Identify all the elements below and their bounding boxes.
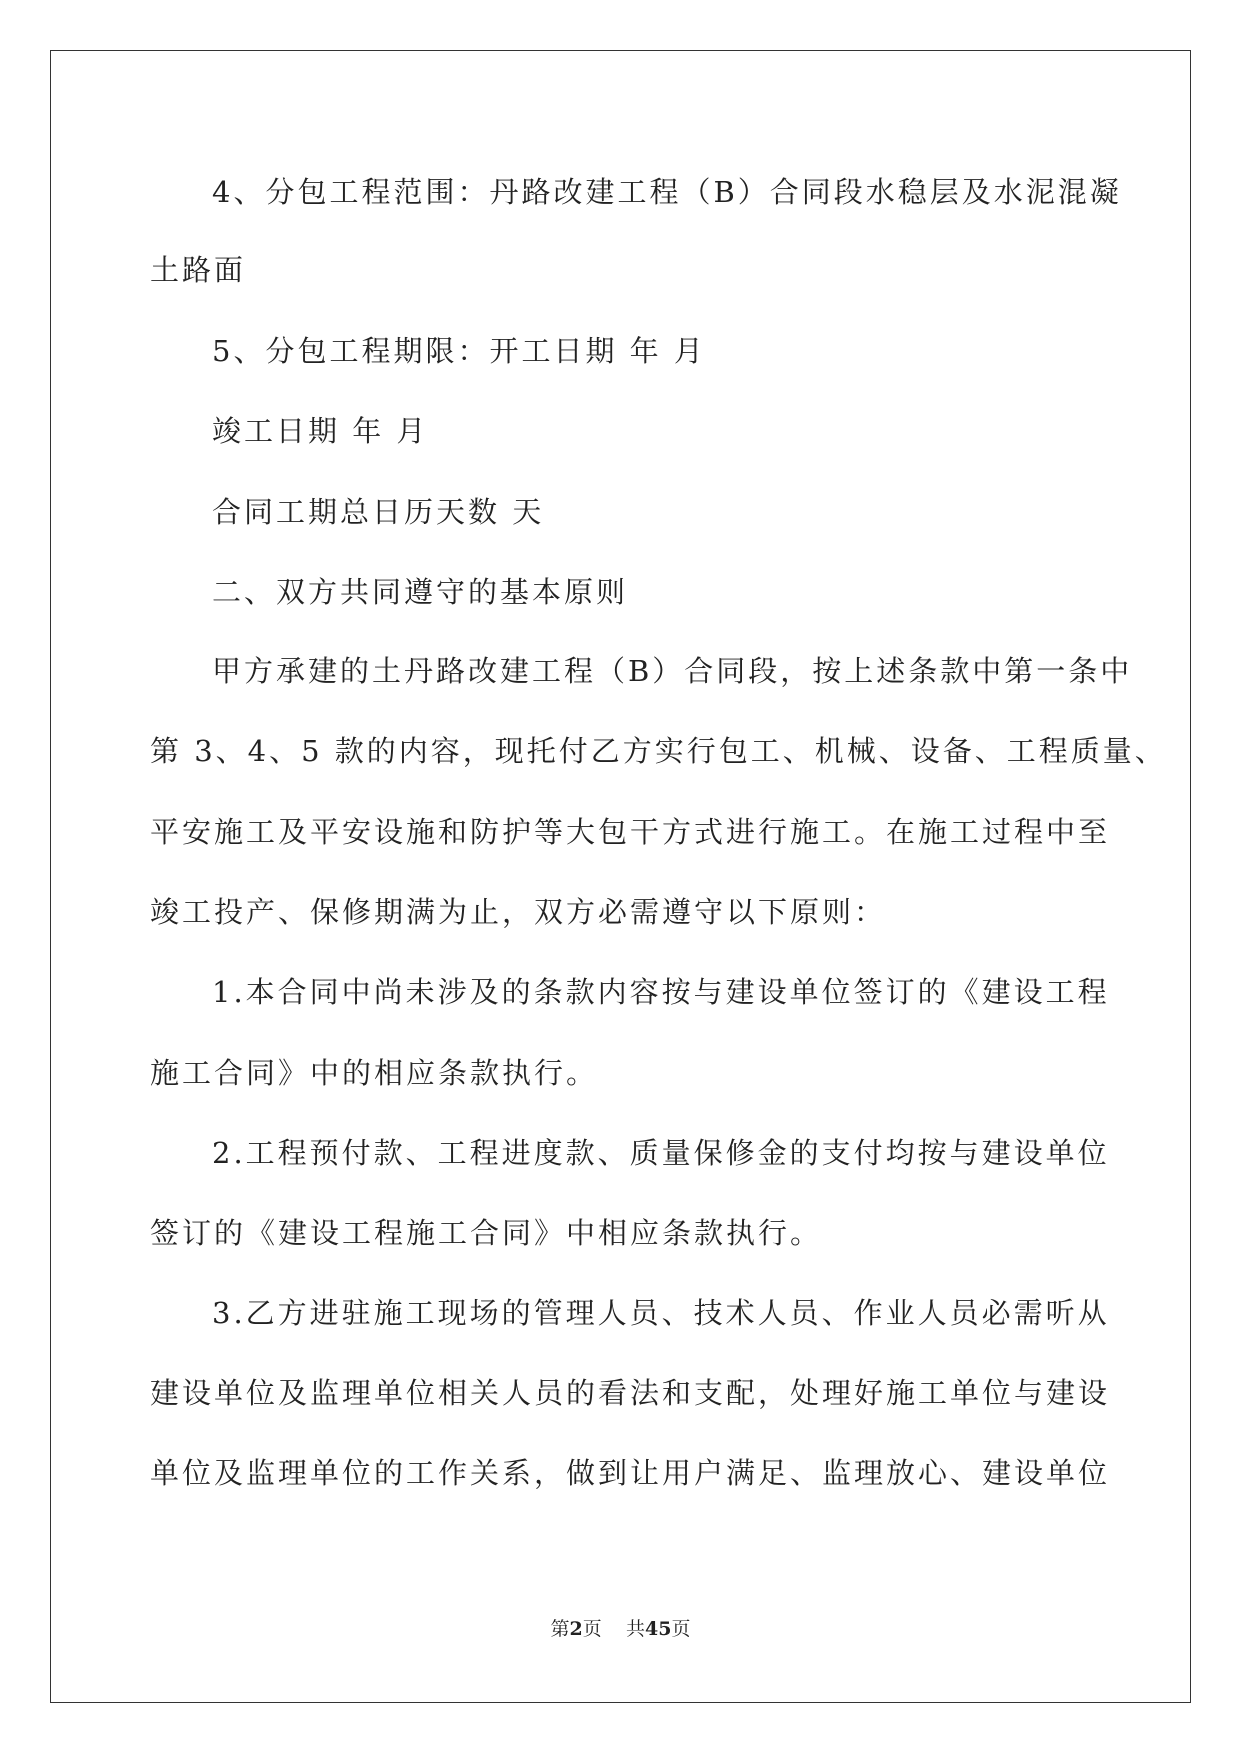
paragraph-line: 建设单位及监理单位相关人员的看法和支配，处理好施工单位与建设 [150,1376,1111,1410]
footer-total-unit: 页 [671,1618,691,1640]
footer-total-prefix: 共 [625,1618,645,1640]
paragraph-line: 施工合同》中的相应条款执行。 [150,1056,599,1090]
footer-page-unit: 页 [582,1618,602,1640]
paragraph-line: 竣工投产、保修期满为止，双方必需遵守以下原则： [150,895,887,929]
paragraph-line: 5、分包工程期限：开工日期 年 月 [212,334,706,368]
paragraph-line: 2.工程预付款、工程进度款、质量保修金的支付均按与建设单位 [212,1136,1110,1170]
paragraph-line: 甲方承建的土丹路改建工程（B）合同段，按上述条款中第一条中 [212,654,1133,688]
paragraph-line: 4、分包工程范围：丹路改建工程（B）合同段水稳层及水泥混凝 [212,175,1122,209]
paragraph-line: 平安施工及平安设施和防护等大包干方式进行施工。在施工过程中至 [150,815,1111,849]
paragraph-line: 单位及监理单位的工作关系，做到让用户满足、监理放心、建设单位 [150,1456,1111,1490]
footer-prefix: 第 [550,1618,570,1640]
paragraph-line: 第 3、4、5 款的内容，现托付乙方实行包工、机械、设备、工程质量、 [150,734,1167,768]
paragraph-line: 3.乙方进驻施工现场的管理人员、技术人员、作业人员必需听从 [212,1296,1110,1330]
current-page-number: 2 [569,1618,583,1640]
total-page-count: 45 [644,1618,672,1640]
paragraph-line: 签订的《建设工程施工合同》中相应条款执行。 [150,1216,823,1250]
page-number-footer [0,1614,1241,1641]
paragraph-line: 合同工期总日历天数 天 [212,495,545,529]
paragraph-line: 1.本合同中尚未涉及的条款内容按与建设单位签订的《建设工程 [212,975,1110,1009]
paragraph-line: 土路面 [150,253,247,287]
section-heading: 二、双方共同遵守的基本原则 [212,575,629,609]
paragraph-line: 竣工日期 年 月 [212,414,429,448]
